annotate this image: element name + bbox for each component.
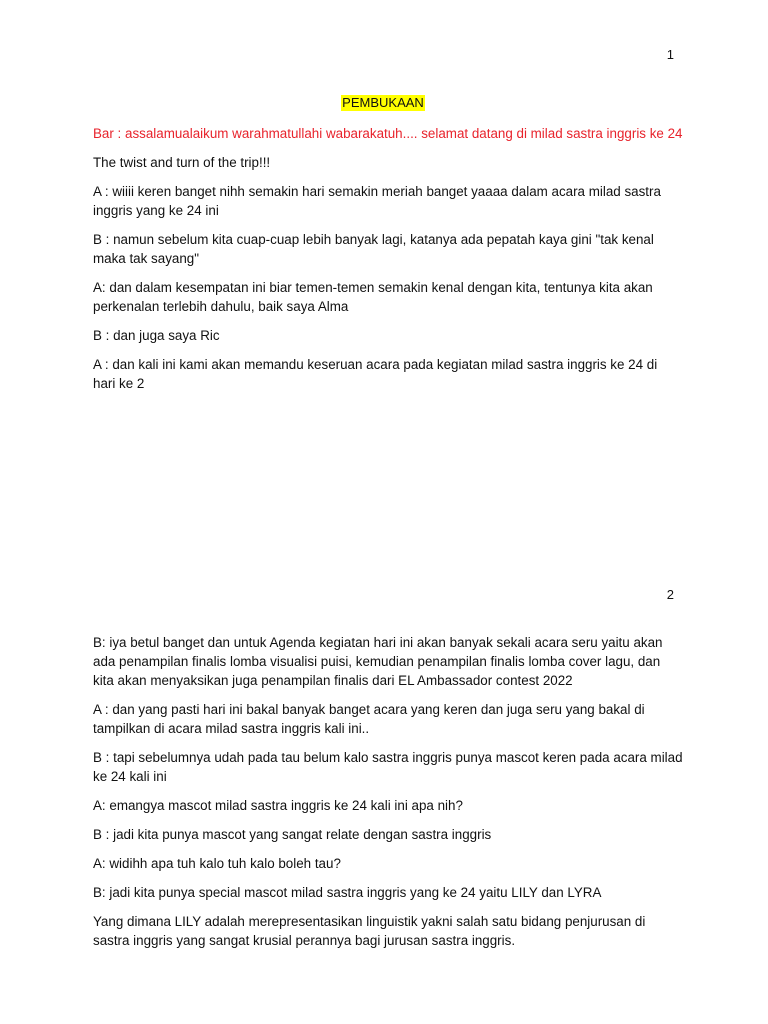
paragraph: A : dan yang pasti hari ini bakal banyak banget acara yang keren dan juga seru yang bakal di tampilkan di acara milad sastra inggris kali ini.. [93, 702, 645, 736]
page-number: 1 [666, 47, 674, 62]
section-heading: PEMBUKAAN [342, 95, 424, 110]
page-2-body [93, 633, 683, 960]
paragraph: B : tapi sebelumnya udah pada tau belum kalo sastra inggris punya mascot keren pada acara milad ke 24 kali ini [93, 750, 683, 784]
paragraph: A: emangya mascot milad sastra inggris ke 24 kali ini apa nih? [93, 798, 463, 813]
paragraph-greeting: Bar : assalamualaikum warahmatullahi wabarakatuh.... selamat datang di milad sastra inggris ke 24 [93, 126, 683, 141]
paragraph: Yang dimana LILY adalah merepresentasikan linguistik yakni salah satu bidang penjurusan di sastra inggris yang sangat krusial perannya bagi jurusan sastra inggris. [93, 914, 646, 948]
page-number: 2 [666, 587, 674, 602]
paragraph: A : wiiii keren banget nihh semakin hari semakin meriah banget yaaaa dalam acara milad sastra inggris yang ke 24 ini [93, 184, 661, 218]
paragraph: B : dan juga saya Ric [93, 328, 220, 343]
paragraph: A: widihh apa tuh kalo tuh kalo boleh tau? [93, 856, 341, 871]
page-1-body [93, 124, 683, 403]
paragraph: B : namun sebelum kita cuap-cuap lebih banyak lagi, katanya ada pepatah kaya gini "tak kenal maka tak sayang" [93, 232, 654, 266]
paragraph: B: iya betul banget dan untuk Agenda kegiatan hari ini akan banyak sekali acara seru yaitu akan ada penampilan finalis lomba visualisi puisi, kemudian penampilan finalis lomba cover lagu, dan kita akan menyaksikan juga penampilan finalis dari EL Ambassador contest 2022 [93, 635, 663, 688]
paragraph: The twist and turn of the trip!!! [93, 155, 271, 170]
paragraph: A : dan kali ini kami akan memandu keseruan acara pada kegiatan milad sastra inggris ke 24 di hari ke 2 [93, 357, 658, 391]
heading-container [0, 94, 768, 112]
paragraph: A: dan dalam kesempatan ini biar temen-temen semakin kenal dengan kita, tentunya kita akan perkenalan terlebih dahulu, baik saya Alma [93, 280, 653, 314]
paragraph: B : jadi kita punya mascot yang sangat relate dengan sastra inggris [93, 827, 492, 842]
paragraph: B: jadi kita punya special mascot milad sastra inggris yang ke 24 yaitu LILY dan LYRA [93, 885, 602, 900]
